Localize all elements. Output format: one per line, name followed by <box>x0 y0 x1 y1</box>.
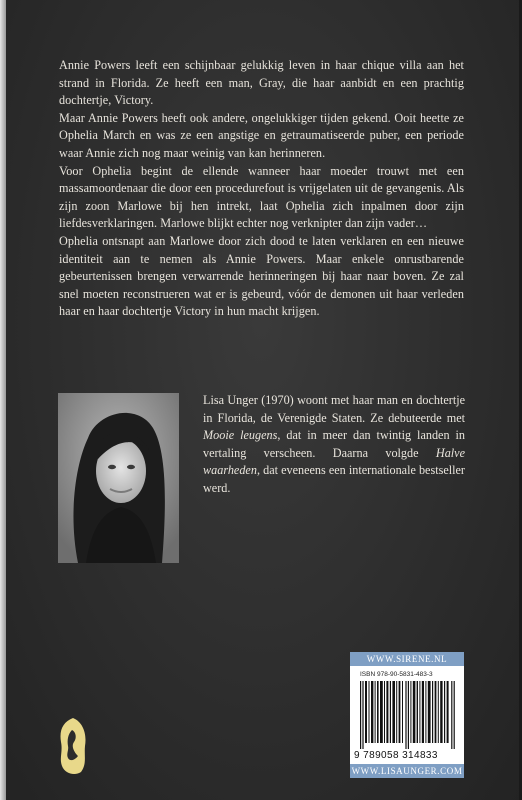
author-bio-text: , dat eveneens een internationale bestseller werd. <box>203 463 465 495</box>
barcode <box>358 681 458 749</box>
blurb-paragraph-2: Maar Annie Powers heeft ook andere, ongelukkiger tijden gekend. Ooit heette ze Ophelia March en was ze een angstige en getraumatiseerde puber, een periode waar Annie zich nog maar weinig van kan herinneren. <box>59 110 464 160</box>
book-title-halve-waarheden: Halve waarheden <box>203 445 465 478</box>
blurb-text <box>59 57 464 321</box>
blurb-paragraph-3: Voor Ophelia begint de ellende wanneer haar moeder trouwt met een massamoordenaar die door een procedurefout is vrijgelaten uit de gevangenis. Als zijn zoon Marlowe bij hen intrekt, laat Ophelia zich inpalmen door zijn liefdesverklaringen. Marlowe blijkt echter nog verknipter dan zijn vader… <box>59 163 464 231</box>
author-url[interactable]: WWW.LISAUNGER.COM <box>351 766 463 776</box>
barcode-panel <box>350 652 464 778</box>
publisher-url[interactable]: WWW.SIRENE.NL <box>350 652 464 666</box>
siren-mermaid-icon <box>57 716 89 776</box>
author-bio <box>203 392 465 498</box>
isbn-label: ISBN 978-90-5831-483-3 <box>360 671 433 678</box>
blurb-paragraph-4: Ophelia ontsnapt aan Marlowe door zich dood te laten verklaren en een nieuwe identiteit aan te nemen als Annie Powers. Maar enkele onrustbarende gebeurtenissen brengen verwarrende herinneringen bij haar naar boven. Ze zal snel moeten reconstrueren wat er is gebeurd, vóór de demonen uit haar verleden haar en haar dochtertje Victory in hun macht krijgen. <box>59 233 464 319</box>
author-bio-text: Lisa Unger (1970) woont met haar man en dochtertje in Florida, de Verenigde Staten. Ze debuteerde met <box>203 393 465 425</box>
author-bio-text: , dat in meer dan twintig landen in vertaling verscheen. Daarna volgde <box>203 428 465 460</box>
barcode-digits: 9 789058 314833 <box>354 750 438 761</box>
author-photo <box>58 393 179 563</box>
cover-spine-edge <box>0 0 6 800</box>
blurb-paragraph-1: Annie Powers leeft een schijnbaar gelukkig leven in haar chique villa aan het strand in Florida. Ze heeft een man, Gray, die haar aanbidt en een prachtig dochtertje, Victory. <box>59 58 464 108</box>
book-title-mooie-leugens: Mooie leugens <box>203 428 278 443</box>
